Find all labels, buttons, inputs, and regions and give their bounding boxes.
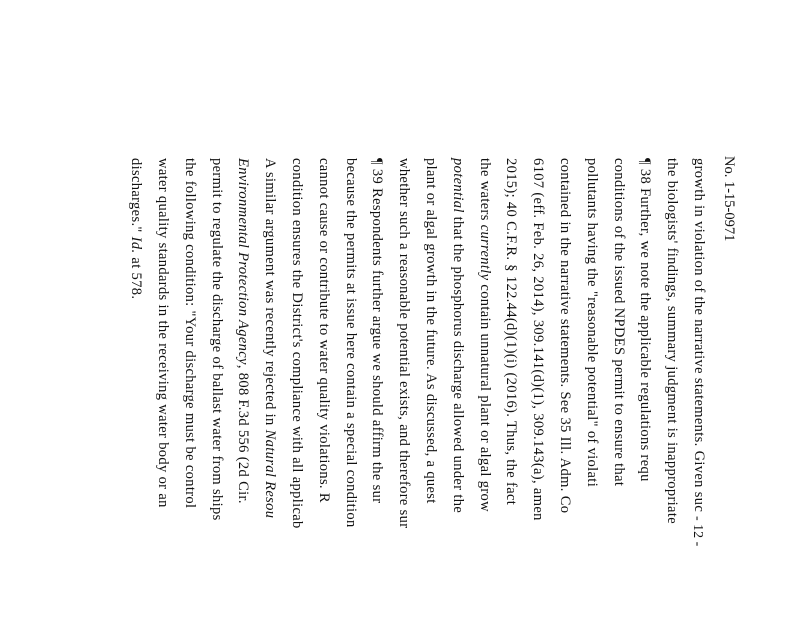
text-line xyxy=(208,158,226,521)
case-number-header: No. 1-15-0971 xyxy=(721,156,737,242)
text-line xyxy=(690,158,708,512)
text-run: ¶ 38 Further, we note the applicable regulations requ xyxy=(637,158,654,482)
italic-text: Natural Resou xyxy=(262,429,279,519)
text-line xyxy=(288,158,306,529)
text-line xyxy=(154,158,172,508)
text-line xyxy=(476,158,494,512)
text-line xyxy=(449,158,467,513)
rotated-page-content xyxy=(128,156,737,618)
text-run: because the permits at issue here contain a special condition xyxy=(342,158,359,528)
text-run: plant or algal growth in the future. As discussed, a quest xyxy=(423,158,439,504)
text-line xyxy=(234,158,252,504)
italic-text: Environmental Protection Agency xyxy=(235,158,252,365)
text-run: permit to regulate the discharge of ballast water from ships xyxy=(208,158,225,521)
text-run: water quality standards in the receiving water body or an xyxy=(155,158,171,508)
text-run: the following condition: "Your discharge must be control xyxy=(181,158,198,509)
text-line xyxy=(556,158,574,513)
text-run: pollutants having the "reasonable potential" of violati xyxy=(583,158,600,488)
text-line xyxy=(127,158,145,299)
text-run: contain unnatural plant or algal grow xyxy=(476,280,493,512)
text-run: 2015); 40 C.F.R. § 122.44(d)(1)(i) (2016). Thus, the fact xyxy=(503,158,520,506)
text-run: 6107 (eff. Feb. 26, 2014), 309.141(d)(1), 309.143(a), amen xyxy=(530,158,547,521)
text-line xyxy=(181,158,199,508)
text-line xyxy=(395,158,413,528)
italic-text: potential xyxy=(449,158,466,213)
text-run: whether such a reasonable potential exists, and therefore sur xyxy=(396,158,413,529)
text-line xyxy=(368,158,386,503)
text-line xyxy=(610,158,628,486)
page-number: - 12 - xyxy=(690,516,705,547)
text-run: A similar argument was recently rejected in xyxy=(262,158,279,430)
text-run: discharges." xyxy=(128,158,145,237)
text-run: at 578. xyxy=(128,253,145,300)
text-run: , 808 F.3d 556 (2d Cir. xyxy=(235,364,252,504)
text-line xyxy=(502,158,520,505)
text-run: ¶ 39 Respondents further argue we should affirm the sur xyxy=(369,158,386,504)
text-run: contained in the narrative statements. See 35 Ill. Adm. Co xyxy=(557,158,573,514)
text-run: the waters xyxy=(476,158,493,225)
text-run: growth in violation of the narrative statements. Given suc xyxy=(691,158,707,513)
text-line xyxy=(636,158,654,482)
text-run: conditions of the issued NPDES permit to ensure that xyxy=(610,158,627,487)
text-line xyxy=(663,158,681,524)
text-run: cannot cause or contribute to water quality violations. R xyxy=(315,158,332,503)
text-line xyxy=(261,158,279,518)
text-line xyxy=(315,158,333,503)
text-line xyxy=(342,158,360,528)
text-run: that the phosphorus discharge allowed under the xyxy=(449,212,466,514)
text-run: the biologists' findings, summary judgment is inappropriate xyxy=(664,158,681,524)
text-line xyxy=(529,158,547,521)
italic-text: Id. xyxy=(128,236,145,254)
text-run: condition ensures the District's compliance with all applicab xyxy=(289,158,305,529)
text-line xyxy=(422,158,440,504)
italic-text: currently xyxy=(476,224,493,281)
text-line xyxy=(583,158,601,487)
